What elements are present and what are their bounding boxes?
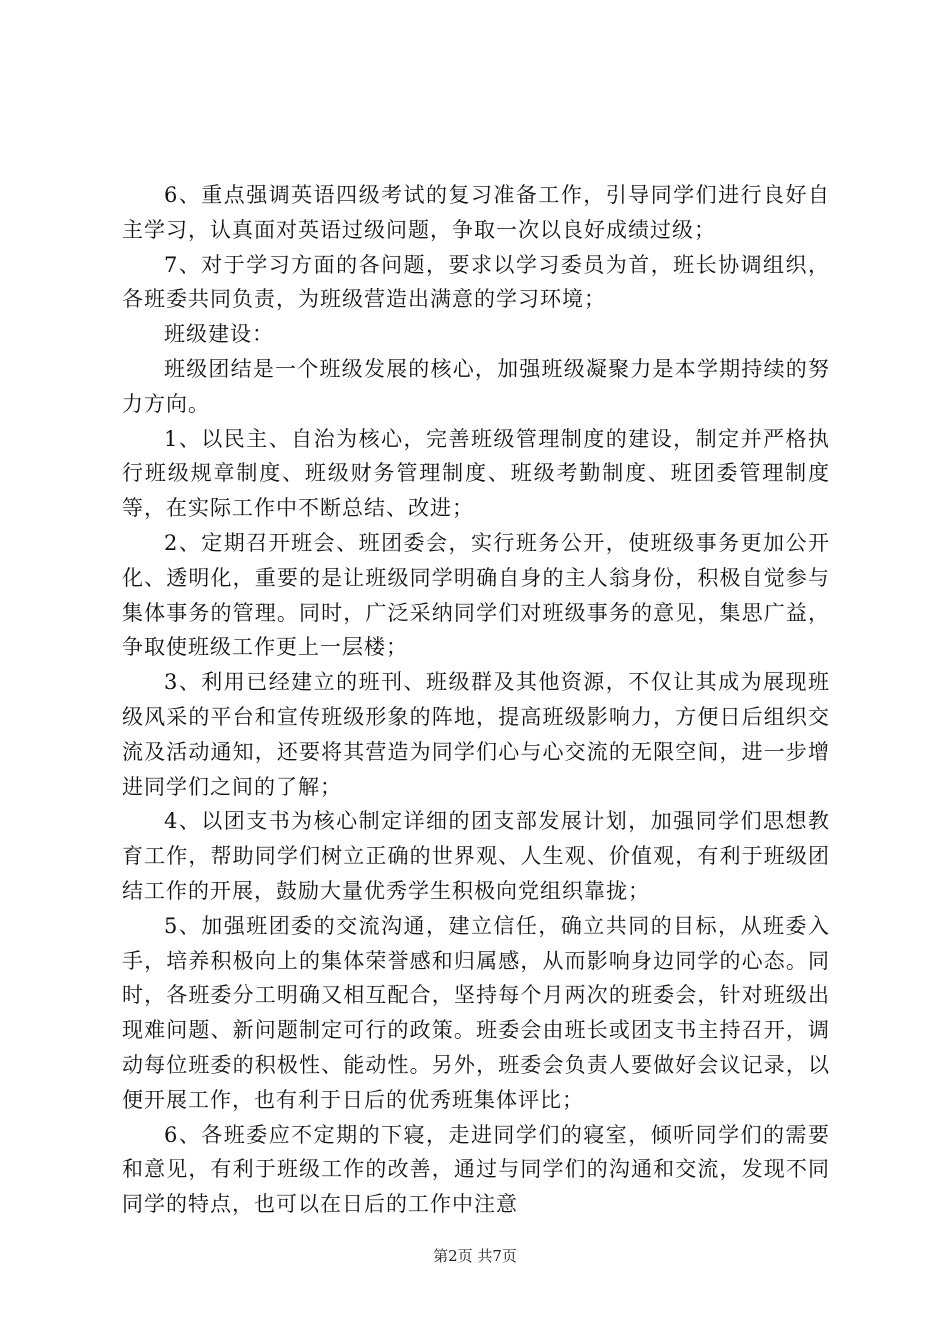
page-footer: 第2页 共7页 bbox=[433, 1247, 517, 1265]
paragraph-item-4: 4、以团支书为核心制定详细的团支部发展计划，加强同学们思想教育工作，帮助同学们树立正确的世界观、人生观、价值观，有利于班级团结工作的开展，鼓励大量优秀学生积极向党组织靠拢； bbox=[122, 809, 830, 903]
paragraph-item-2: 2、定期召开班会、班团委会，实行班务公开，使班级事务更加公开化、透明化，重要的是让班级同学明确自身的主人翁身份，积极自觉参与集体事务的管理。同时，广泛采纳同学们对班级事务的意见，集思广益，争取使班级工作更上一层楼； bbox=[122, 530, 830, 660]
paragraph-item-6-dorm: 6、各班委应不定期的下寝，走进同学们的寝室，倾听同学们的需要和意见，有利于班级工作的改善，通过与同学们的沟通和交流，发现不同同学的特点，也可以在日后的工作中注意 bbox=[122, 1122, 830, 1217]
document-body bbox=[122, 178, 830, 1222]
paragraph-intro-unity: 班级团结是一个班级发展的核心，加强班级凝聚力是本学期持续的努力方向。 bbox=[122, 356, 830, 416]
section-heading-class-building: 班级建设： bbox=[164, 322, 274, 347]
paragraph-item-3: 3、利用已经建立的班刊、班级群及其他资源，不仅让其成为展现班级风采的平台和宣传班级形象的阵地，提高班级影响力，方便日后组织交流及活动通知，还要将其营造为同学们心与心交流的无限空间，进一步增进同学们之间的了解； bbox=[122, 670, 830, 799]
paragraph-item-6-english: 6、重点强调英语四级考试的复习准备工作，引导同学们进行良好自主学习，认真面对英语过级问题，争取一次以良好成绩过级； bbox=[122, 183, 830, 242]
paragraph-item-7-study: 7、对于学习方面的各问题，要求以学习委员为首，班长协调组织，各班委共同负责，为班级营造出满意的学习环境； bbox=[122, 252, 830, 312]
paragraph-item-1: 1、以民主、自治为核心，完善班级管理制度的建设，制定并严格执行班级规章制度、班级财务管理制度、班级考勤制度、班团委管理制度等，在实际工作中不断总结、改进； bbox=[122, 426, 830, 521]
paragraph-item-5: 5、加强班团委的交流沟通，建立信任，确立共同的目标，从班委入手，培养积极向上的集体荣誉感和归属感，从而影响身边同学的心态。同时，各班委分工明确又相互配合，坚持每个月两次的班委会，针对班级出现难问题、新问题制定可行的政策。班委会由班长或团支书主持召开，调动每位班委的积极性、能动性。另外，班委会负责人要做好会议记录，以便开展工作，也有利于日后的优秀班集体评比； bbox=[122, 913, 830, 1112]
